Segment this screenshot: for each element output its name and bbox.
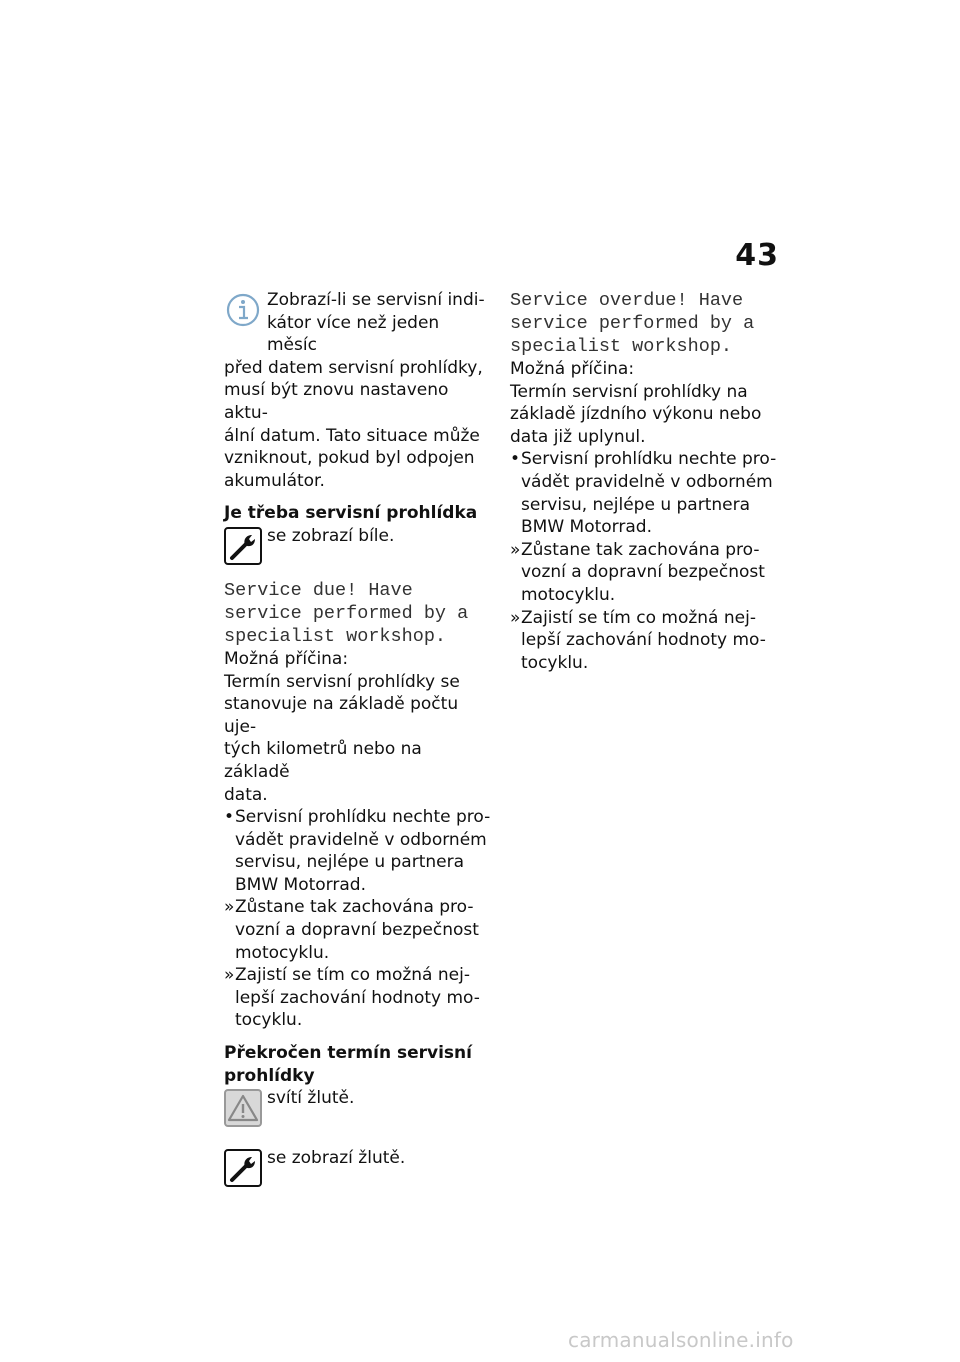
result-mark: » — [510, 539, 521, 560]
result1-line-2: vozní a dopravní bezpečnost — [521, 562, 765, 583]
result-mark: » — [224, 965, 235, 986]
bullet-line-4: BMW Motorrad. — [235, 874, 366, 895]
cause-line-4: data. — [224, 784, 268, 805]
cause-label: Možná příčina: — [224, 648, 349, 669]
footer-watermark[interactable]: carmanualsonline.info — [568, 1328, 794, 1352]
result1-line-2: vozní a dopravní bezpečnost — [235, 920, 479, 941]
info-line-5: ální datum. Tato situace může — [224, 425, 480, 446]
wrench-icon — [224, 527, 262, 565]
display-due-line-1: Service due! Have — [224, 579, 413, 601]
cause-line-1: Termín servisní prohlídky na — [510, 381, 748, 402]
heading-overdue-line-2: prohlídky — [224, 1065, 315, 1086]
result1-line-3: motocyklu. — [235, 942, 330, 963]
bullet-mark: • — [510, 449, 521, 470]
heading-service-due: Je třeba servisní prohlídka — [224, 503, 478, 524]
info-line-4: musí být znovu nastaveno aktu- — [224, 380, 449, 423]
action-bullet — [224, 806, 492, 896]
result2-line-3: tocyklu. — [521, 652, 589, 673]
bullet-mark: • — [224, 807, 235, 828]
result-mark: » — [224, 897, 235, 918]
info-line-1: Zobrazí-li se servisní indi- — [267, 290, 485, 310]
display-due-line-3: specialist workshop. — [224, 625, 447, 647]
display-overdue-line-2: service performed by a — [510, 313, 755, 334]
result1-line-1: Zůstane tak zachována pro- — [521, 539, 760, 560]
bullet-line-3: servisu, nejlépe u partnera — [235, 852, 465, 873]
result2-line-1: Zajistí se tím co možná nej- — [235, 965, 470, 986]
cause-line-2: stanovuje na základě počtu uje- — [224, 694, 459, 737]
info-icon — [224, 291, 262, 329]
warning-triangle-icon — [224, 1089, 262, 1127]
cause-line-3: data již uplynul. — [510, 426, 646, 447]
display-due-line-2: service performed by a — [224, 602, 469, 624]
result-1 — [510, 539, 778, 607]
info-line-6: vzniknout, pokud byl odpojen — [224, 448, 475, 469]
page-number: 43 — [735, 238, 779, 273]
right-column — [510, 289, 778, 674]
info-line-3: před datem servisní prohlídky, — [224, 357, 483, 378]
cause-line-1: Termín servisní prohlídky se — [224, 671, 460, 692]
info-note — [224, 289, 492, 492]
display-overdue-line-3: specialist workshop. — [510, 336, 733, 357]
result-2 — [224, 964, 492, 1032]
info-line-7: akumulátor. — [224, 470, 325, 491]
cause-line-3: tých kilometrů nebo na základě — [224, 739, 422, 782]
bullet-line-4: BMW Motorrad. — [521, 517, 652, 538]
result1-line-1: Zůstane tak zachována pro- — [235, 897, 474, 918]
result-1 — [224, 896, 492, 964]
result2-line-1: Zajistí se tím co možná nej- — [521, 607, 756, 628]
wrench-yellow-row — [224, 1147, 492, 1187]
display-overdue-line-1: Service overdue! Have — [510, 290, 744, 311]
warning-text: svítí žlutě. — [267, 1088, 355, 1109]
heading-overdue-line-1: Překročen termín servisní — [224, 1043, 472, 1064]
wrench-icon — [224, 1149, 262, 1187]
result2-line-3: tocyklu. — [235, 1010, 303, 1031]
wrench-white-text: se zobrazí bíle. — [267, 525, 395, 546]
left-column — [224, 289, 492, 1187]
action-bullet — [510, 448, 778, 538]
result-mark: » — [510, 607, 521, 628]
result2-line-2: lepší zachování hodnoty mo- — [521, 630, 766, 651]
cause-label: Možná příčina: — [510, 359, 635, 379]
warning-row — [224, 1087, 492, 1127]
bullet-line-3: servisu, nejlépe u partnera — [521, 494, 751, 515]
cause-line-2: základě jízdního výkonu nebo — [510, 404, 762, 425]
result2-line-2: lepší zachování hodnoty mo- — [235, 987, 480, 1008]
info-line-2: kátor více než jeden měsíc — [267, 312, 440, 356]
bullet-line-1: Servisní prohlídku nechte pro- — [521, 449, 777, 470]
bullet-line-1: Servisní prohlídku nechte pro- — [235, 807, 491, 828]
bullet-line-2: vádět pravidelně v odborném — [235, 829, 487, 850]
bullet-line-2: vádět pravidelně v odborném — [521, 471, 773, 492]
wrench-yellow-text: se zobrazí žlutě. — [267, 1148, 406, 1169]
wrench-white-row — [224, 525, 492, 565]
result-2 — [510, 607, 778, 675]
result1-line-3: motocyklu. — [521, 584, 616, 605]
